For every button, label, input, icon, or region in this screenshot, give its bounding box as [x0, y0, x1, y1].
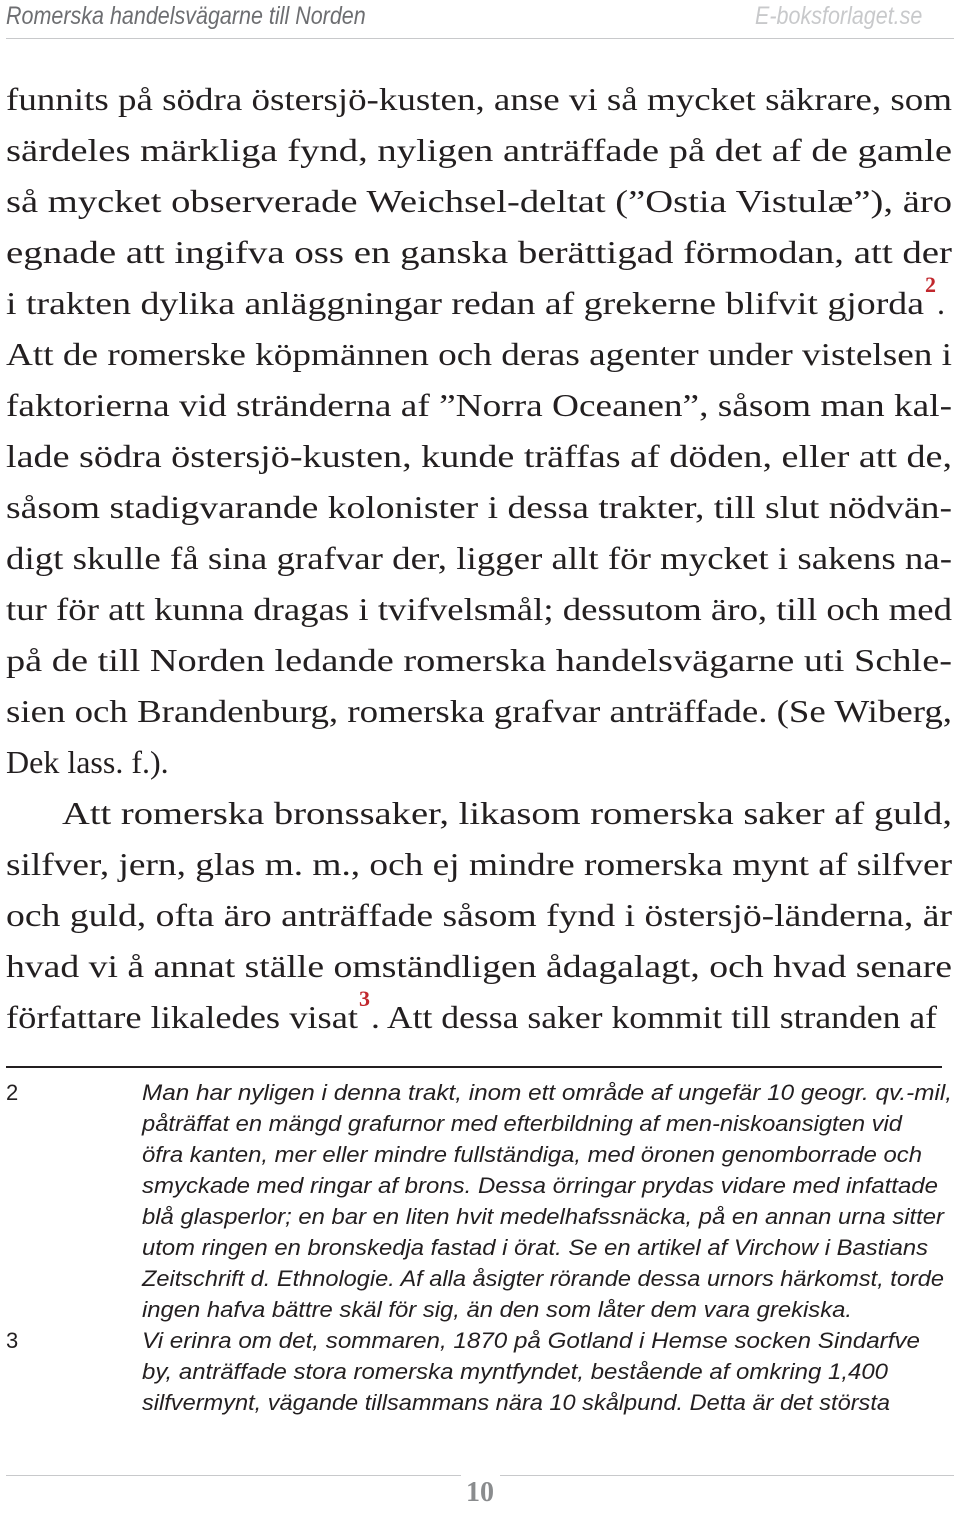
footnote-line	[6, 1263, 954, 1294]
footnote-text: Man har nyligen i denna trakt, inom ett område af ungefär 10 geogr. qv.-mil,	[142, 1080, 952, 1105]
line-text: så mycket observerade Weichsel-deltat (”Ostia Vistulæ”), äro	[6, 183, 952, 219]
header-divider	[6, 38, 954, 39]
text-line	[6, 890, 954, 941]
text-line	[6, 941, 954, 992]
line-text: egnade att ingifva oss en ganska berättigad förmodan, att der	[6, 234, 952, 270]
line-text: funnits på södra östersjö-kusten, anse vi så mycket säkrare, som	[6, 81, 952, 117]
text-line	[6, 74, 954, 125]
footnote-number: 3	[6, 1328, 19, 1353]
line-text: i trakten dylika anläggningar redan af grekerne blifvit gjorda	[6, 285, 924, 321]
footnote-text: utom ringen en bronskedja fastad i örat. Se en artikel af Virchow i Bastians	[142, 1235, 928, 1260]
text-line	[6, 482, 954, 533]
footnotes	[6, 1077, 954, 1418]
publisher-name: E-boksforlaget.se	[755, 2, 923, 30]
line-text: silfver, jern, glas m. m., och ej mindre romerska mynt af silfver	[6, 846, 953, 882]
text-line	[6, 227, 954, 278]
line-text: faktorierna vid stränderna af ”Norra Oceanen”, såsom man kal-	[6, 387, 952, 423]
paragraph-first-line: Att romerska bronssaker, likasom romerska saker af guld,	[62, 795, 953, 831]
text-line	[6, 431, 954, 482]
text-line	[6, 176, 954, 227]
footnote-line	[6, 1077, 954, 1108]
footnote-line	[6, 1356, 954, 1387]
footnote-line	[6, 1387, 954, 1418]
line-text: särdeles märkliga fynd, nyligen anträffade på det af de gamle	[6, 132, 952, 168]
footnote-text: silfvermynt, vägande tillsammans nära 10 skålpund. Detta är det största	[142, 1390, 890, 1415]
footnote-line	[6, 1294, 954, 1325]
line-text: . Att dessa saker kommit till stranden af	[371, 999, 937, 1035]
text-line	[6, 329, 954, 380]
footer-divider-right	[500, 1475, 954, 1476]
main-text	[6, 74, 954, 1043]
text-line	[6, 986, 954, 1043]
text-line	[6, 380, 954, 431]
page-number: 10	[466, 1477, 494, 1508]
footnote-number: 2	[6, 1080, 19, 1105]
line-text: hvad vi å annat ställe omständligen ådagalagt, och hvad senare	[6, 948, 952, 984]
running-header	[6, 0, 952, 36]
line-text: Att de romerske köpmännen och deras agenter under vistelsen i	[6, 336, 952, 372]
footnote-line	[6, 1139, 954, 1170]
footnote-divider	[6, 1066, 942, 1068]
line-text: författare likaledes visat	[6, 999, 358, 1035]
book-title: Romerska handelsvägarne till Norden	[6, 2, 366, 30]
text-line	[6, 788, 954, 839]
text-line	[6, 839, 954, 890]
text-line	[6, 125, 954, 176]
text-line	[6, 272, 954, 329]
line-text: tur för att kunna dragas i tvifvelsmål; dessutom äro, till och med	[6, 591, 952, 627]
footnote-text: öfra kanten, mer eller mindre fullständiga, med öronen genomborrade och	[142, 1142, 922, 1167]
line-text: Dek lass. f.).	[6, 744, 169, 780]
footnote-reference-3[interactable]: 3	[359, 986, 370, 1011]
text-line	[6, 584, 954, 635]
text-line	[6, 686, 954, 737]
line-text: sien och Brandenburg, romerska grafvar anträffade. (Se Wiberg,	[6, 693, 953, 729]
footnote-text: Vi erinra om det, sommaren, 1870 på Gotland i Hemse socken Sindarfve	[142, 1328, 920, 1353]
footnote-text: blå glasperlor; en bar en liten hvit medelhafssnäcka, på en annan urna sitter	[142, 1204, 944, 1229]
line-text: såsom stadigvarande kolonister i dessa trakter, till slut nödvän-	[6, 489, 952, 525]
text-line	[6, 737, 954, 788]
footnote-text: Zeitschrift d. Ethnologie. Af alla åsigter rörande dessa urnors härkomst, torde	[142, 1266, 944, 1291]
line-text: och guld, ofta äro anträffade såsom fynd i östersjö-länderna, är	[6, 897, 952, 933]
text-line	[6, 533, 954, 584]
footnote-line	[6, 1170, 954, 1201]
footnote-text: påträffat en mängd grafurnor med efterbildning af men-niskoansigten vid	[142, 1111, 902, 1136]
footer-divider-left	[6, 1475, 461, 1476]
text-line	[6, 635, 954, 686]
footnote-line	[6, 1232, 954, 1263]
sentence-period: .	[937, 285, 945, 321]
footnote-text: ingen hafva bättre skäl för sig, än den som låter dem vara grekiska.	[142, 1297, 852, 1322]
footnote-text: by, anträffade stora romerska myntfyndet, bestående af omkring 1,400	[142, 1359, 888, 1384]
footnote-reference-2[interactable]: 2	[925, 272, 936, 297]
footnote-line	[6, 1201, 954, 1232]
footnote-line	[6, 1108, 954, 1139]
line-text: digt skulle få sina grafvar der, ligger allt för mycket i sakens na-	[6, 540, 952, 576]
footnote-line	[6, 1325, 954, 1356]
line-text: lade södra östersjö-kusten, kunde träffas af döden, eller att de,	[6, 438, 952, 474]
line-text: på de till Norden ledande romerska handelsvägarne uti Schle-	[6, 642, 953, 678]
footnote-text: smyckade med ringar af brons. Dessa örringar prydas vidare med infattade	[142, 1173, 938, 1198]
